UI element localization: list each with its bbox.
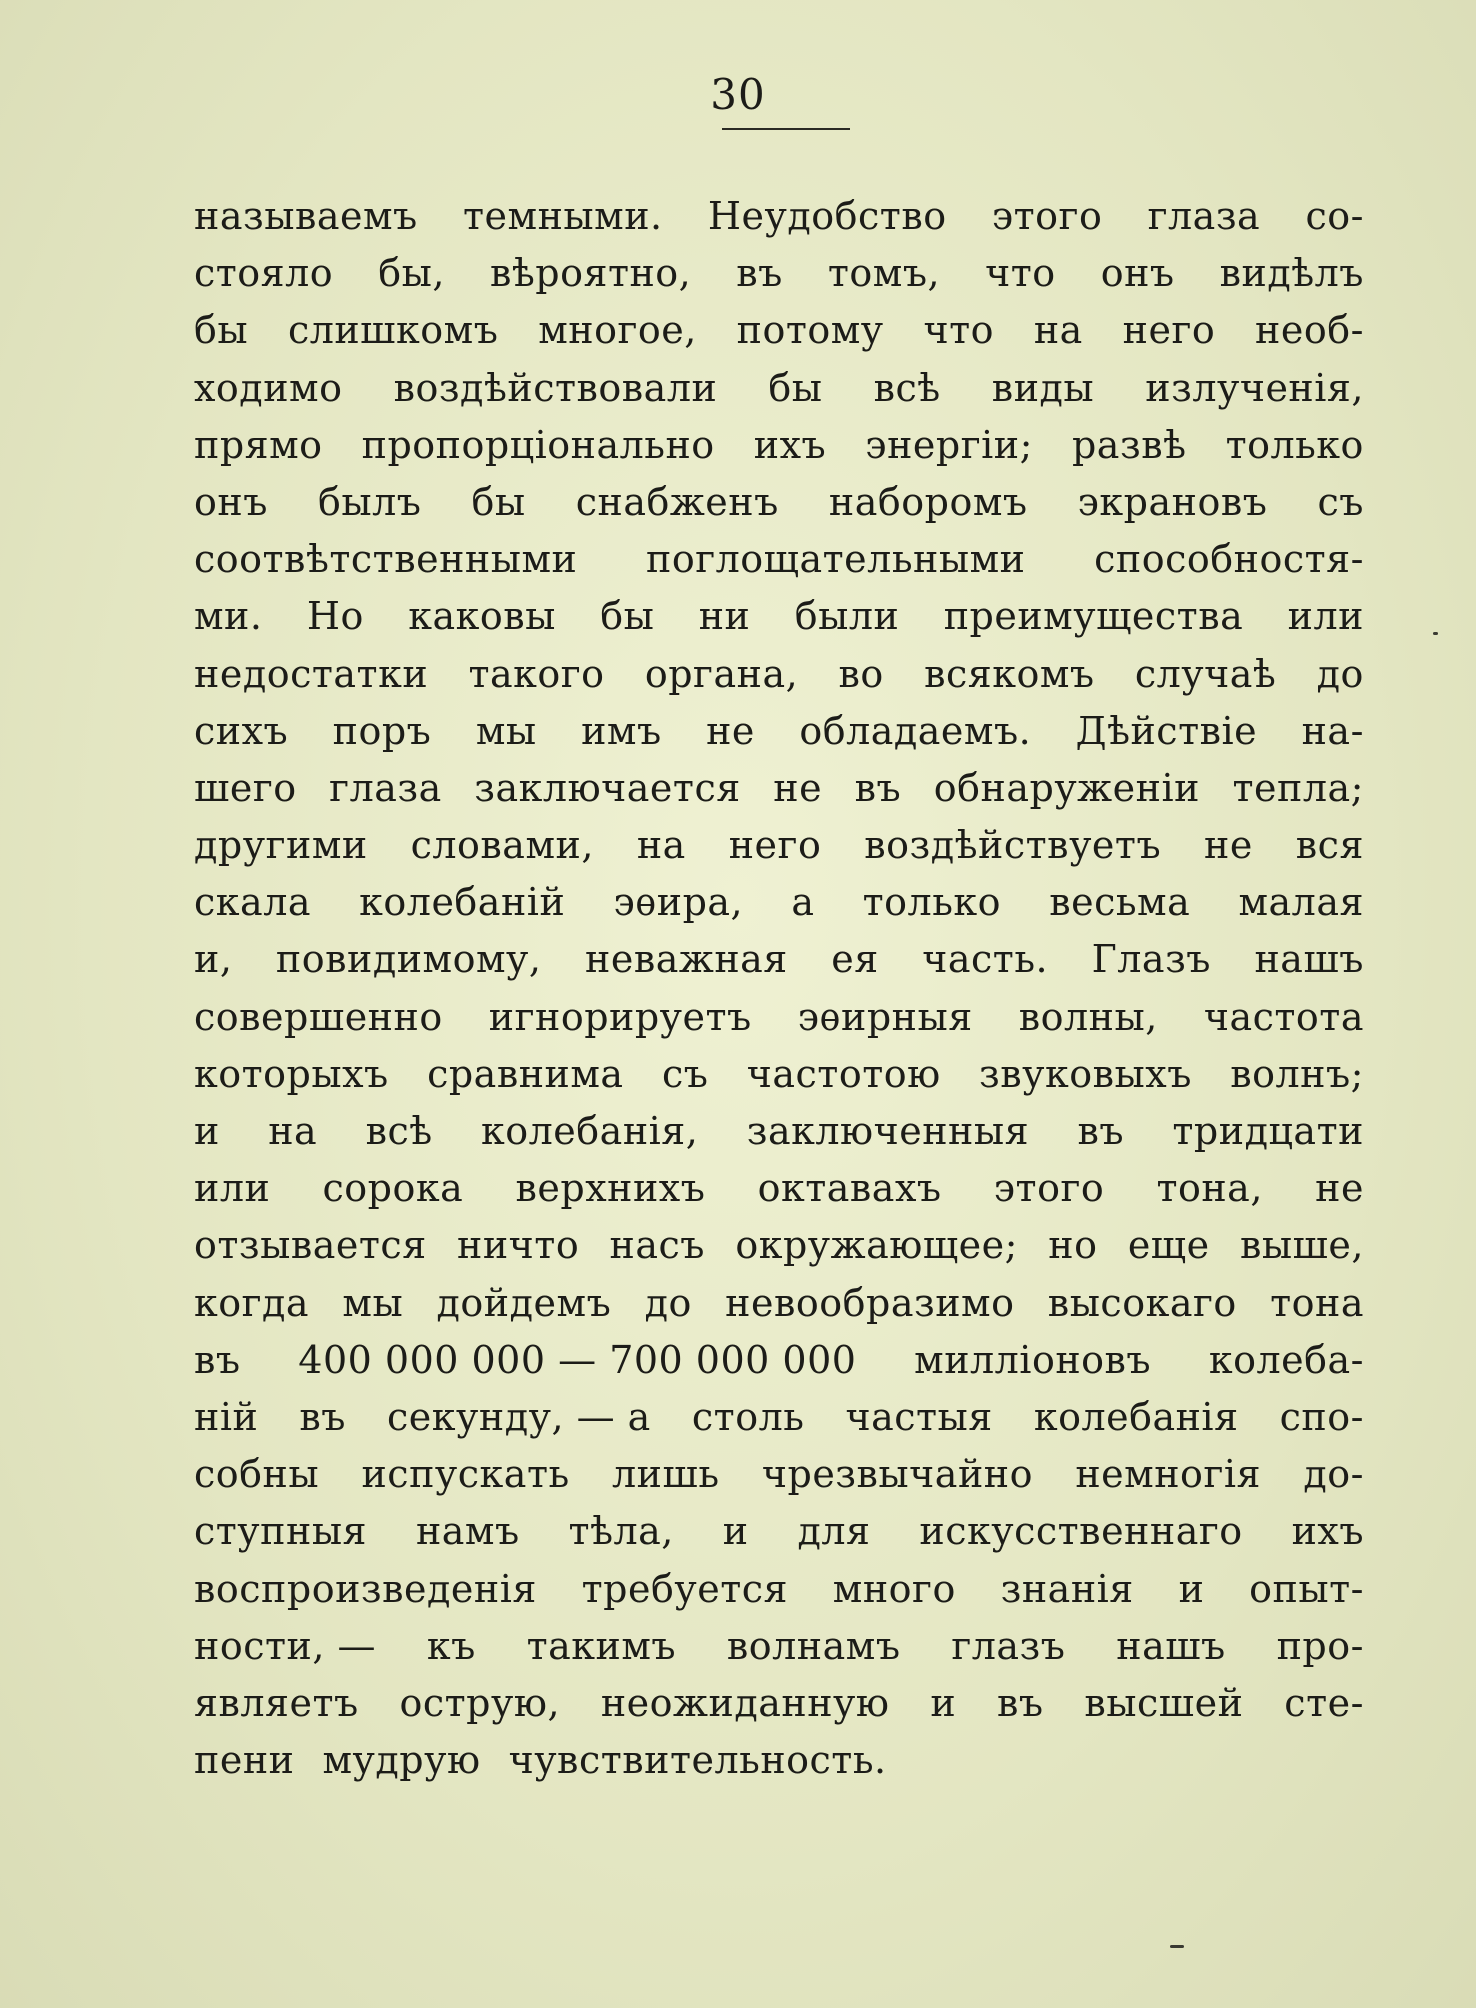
word: воздѣйствуетъ bbox=[864, 823, 1162, 868]
word: нашъ bbox=[1254, 937, 1364, 982]
word: для bbox=[797, 1509, 871, 1554]
word: только bbox=[862, 880, 1002, 925]
word: бы bbox=[600, 594, 655, 639]
word: Дѣйствіе bbox=[1075, 708, 1258, 753]
word: заключенныя bbox=[746, 1109, 1030, 1153]
word: называемъ bbox=[194, 194, 418, 238]
word: совершенно bbox=[194, 994, 443, 1039]
word: эѳира, bbox=[613, 880, 744, 925]
word: неважная bbox=[585, 937, 788, 982]
word: до bbox=[644, 1280, 692, 1325]
text-line bbox=[194, 1618, 1364, 1675]
word: собны bbox=[194, 1452, 320, 1497]
word: сте- bbox=[1284, 1680, 1364, 1725]
word: высокаго bbox=[1047, 1280, 1237, 1325]
word: ничто bbox=[457, 1223, 580, 1268]
word: органа, bbox=[644, 651, 799, 696]
word: слишкомъ bbox=[287, 308, 499, 353]
word: и bbox=[1178, 1566, 1205, 1611]
word: искусственнаго bbox=[919, 1509, 1243, 1554]
word: или bbox=[1287, 594, 1364, 639]
word: бы bbox=[768, 365, 823, 410]
word: мы bbox=[475, 708, 537, 753]
word: ихъ bbox=[1291, 1509, 1364, 1554]
word: еще bbox=[1127, 1223, 1210, 1268]
word: и bbox=[930, 1680, 957, 1725]
word: обладаемъ. bbox=[799, 708, 1032, 753]
word: заключается bbox=[474, 765, 741, 810]
word: были bbox=[794, 594, 900, 639]
text-line bbox=[194, 646, 1364, 703]
word: не bbox=[1204, 823, 1253, 868]
word: частота bbox=[1203, 994, 1364, 1039]
word: испускать bbox=[361, 1452, 570, 1497]
word: этого bbox=[991, 194, 1103, 238]
text-line bbox=[194, 1160, 1364, 1217]
word: видѣлъ bbox=[1219, 251, 1364, 296]
word: повидимому, bbox=[275, 937, 542, 982]
word: колебанія, bbox=[481, 1109, 699, 1153]
text-line bbox=[194, 1275, 1364, 1332]
word: а bbox=[791, 880, 815, 925]
text-line bbox=[194, 417, 1364, 474]
word: бы, bbox=[378, 251, 445, 296]
text-line bbox=[194, 760, 1364, 817]
word: про- bbox=[1276, 1623, 1364, 1668]
word: поръ bbox=[332, 708, 432, 753]
word: излученія, bbox=[1145, 365, 1364, 410]
word: невообразимо bbox=[725, 1280, 1015, 1325]
word: волнъ; bbox=[1230, 1051, 1364, 1096]
word: пени bbox=[194, 1738, 295, 1783]
word: многое, bbox=[538, 308, 697, 353]
word: глаза bbox=[329, 765, 442, 810]
word: случаѣ bbox=[1134, 651, 1277, 696]
word: не bbox=[706, 708, 755, 753]
word: звуковыхъ bbox=[979, 1051, 1192, 1096]
word: на bbox=[1033, 308, 1083, 353]
word: поглощательными bbox=[646, 537, 1026, 582]
word: въ bbox=[194, 1337, 241, 1382]
word: и bbox=[194, 1109, 220, 1153]
word: пропорціонально bbox=[361, 422, 715, 467]
word: насъ bbox=[609, 1223, 705, 1268]
word: нашъ bbox=[1116, 1623, 1226, 1668]
word: чувствительность. bbox=[508, 1738, 887, 1783]
word: верхнихъ bbox=[515, 1166, 706, 1211]
word: стояло bbox=[194, 251, 334, 296]
word: каковы bbox=[408, 594, 556, 639]
word: ній bbox=[194, 1394, 259, 1439]
word: секунду, — а bbox=[386, 1394, 651, 1439]
word: игнорируетъ bbox=[488, 994, 752, 1039]
word: воспроизведенія bbox=[194, 1566, 537, 1611]
word: ни bbox=[698, 594, 751, 639]
word: и, bbox=[194, 937, 233, 982]
word: окружающее; bbox=[735, 1223, 1018, 1268]
word: до- bbox=[1303, 1452, 1364, 1497]
word: что bbox=[923, 308, 995, 353]
word: знанія bbox=[1000, 1566, 1134, 1611]
word: всякомъ bbox=[924, 651, 1095, 696]
word: тридцати bbox=[1172, 1109, 1364, 1153]
word: сравнима bbox=[427, 1051, 624, 1096]
stray-ink-mark bbox=[1433, 632, 1438, 635]
text-line bbox=[194, 1046, 1364, 1103]
word: всѣ bbox=[365, 1109, 433, 1153]
word: имъ bbox=[581, 708, 662, 753]
word: глаза bbox=[1147, 194, 1261, 238]
word: не bbox=[1315, 1166, 1364, 1211]
word: онъ bbox=[194, 479, 268, 524]
word: милліоновъ bbox=[914, 1337, 1152, 1382]
word: въ bbox=[1077, 1109, 1125, 1153]
word: Неудобство bbox=[707, 194, 947, 238]
word: не bbox=[773, 765, 823, 810]
word: виды bbox=[991, 365, 1095, 410]
word: ми. bbox=[194, 594, 263, 639]
text-line bbox=[194, 360, 1364, 417]
word: частыя bbox=[845, 1394, 993, 1439]
word: мы bbox=[342, 1280, 404, 1325]
word: весьма bbox=[1049, 880, 1191, 925]
word: сорока bbox=[322, 1166, 464, 1211]
word: ности, — bbox=[194, 1623, 376, 1668]
word: потому bbox=[736, 308, 884, 353]
word: частотою bbox=[746, 1051, 941, 1096]
word: и bbox=[722, 1509, 749, 1554]
word: или bbox=[194, 1166, 271, 1211]
text-line bbox=[194, 1217, 1364, 1274]
page-number: 30 bbox=[710, 70, 766, 119]
word: скала bbox=[194, 880, 311, 925]
word: часть. bbox=[922, 937, 1049, 982]
word: спо- bbox=[1279, 1394, 1364, 1439]
word: тепла; bbox=[1232, 765, 1364, 810]
word: него bbox=[728, 823, 822, 868]
text-line bbox=[194, 874, 1364, 931]
word: дойдемъ bbox=[436, 1280, 612, 1325]
body-text bbox=[194, 188, 1364, 1789]
stray-ink-mark bbox=[1170, 1945, 1184, 1948]
word: намъ bbox=[415, 1509, 520, 1554]
word: колеба- bbox=[1208, 1337, 1364, 1382]
word: недостатки bbox=[194, 651, 429, 696]
word: словами, bbox=[410, 823, 594, 868]
word: другими bbox=[194, 823, 368, 868]
text-line bbox=[194, 1675, 1364, 1732]
word: лишь bbox=[612, 1452, 720, 1497]
word: требуется bbox=[581, 1566, 788, 1611]
word: малая bbox=[1238, 880, 1364, 925]
word: воздѣйствовали bbox=[393, 365, 718, 410]
word: шего bbox=[194, 765, 297, 810]
word: выше, bbox=[1239, 1223, 1364, 1268]
text-line bbox=[194, 474, 1364, 531]
word: отзывается bbox=[194, 1223, 427, 1268]
word: бы bbox=[471, 479, 526, 524]
text-line bbox=[194, 245, 1364, 302]
word: въ bbox=[854, 765, 902, 810]
word: сихъ bbox=[194, 708, 289, 753]
word: развѣ bbox=[1071, 422, 1187, 467]
word: тѣла, bbox=[568, 1509, 674, 1554]
word: много bbox=[832, 1566, 956, 1611]
word: способностя- bbox=[1094, 537, 1364, 582]
word: Но bbox=[306, 594, 364, 639]
word: острую, bbox=[399, 1680, 561, 1725]
word: экрановъ bbox=[1077, 479, 1268, 524]
word: этого bbox=[993, 1166, 1105, 1211]
word: колебанія bbox=[1033, 1394, 1239, 1439]
text-line bbox=[194, 1332, 1364, 1389]
word: что bbox=[985, 251, 1056, 296]
text-line bbox=[194, 1446, 1364, 1503]
text-line bbox=[194, 302, 1364, 359]
word: такимъ bbox=[526, 1623, 677, 1668]
word: 400 000 000 — 700 000 000 bbox=[298, 1337, 857, 1382]
word: къ bbox=[426, 1623, 476, 1668]
text-line bbox=[194, 1503, 1364, 1560]
page-number-rule bbox=[722, 128, 850, 130]
word: въ bbox=[299, 1394, 346, 1439]
word: высшей bbox=[1084, 1680, 1244, 1725]
text-line bbox=[194, 931, 1364, 988]
word: ихъ bbox=[753, 422, 827, 467]
word: тона, bbox=[1156, 1166, 1263, 1211]
word: глазъ bbox=[951, 1623, 1066, 1668]
word: соотвѣтственными bbox=[194, 537, 578, 582]
text-line bbox=[194, 817, 1364, 874]
word: обнаруженіи bbox=[933, 765, 1200, 810]
word: прямо bbox=[194, 422, 323, 467]
word: Глазъ bbox=[1091, 937, 1211, 982]
text-line bbox=[194, 1103, 1364, 1160]
word: такого bbox=[468, 651, 605, 696]
text-line bbox=[194, 188, 1364, 245]
word: немногія bbox=[1075, 1452, 1261, 1497]
text-line bbox=[194, 1561, 1364, 1618]
text-line bbox=[194, 531, 1364, 588]
word: на bbox=[636, 823, 686, 868]
word: волны, bbox=[1018, 994, 1158, 1039]
word: преимущества bbox=[943, 594, 1244, 639]
text-line bbox=[194, 989, 1364, 1046]
word: бы bbox=[194, 308, 249, 353]
word: на- bbox=[1301, 708, 1364, 753]
text-line bbox=[194, 1732, 1364, 1789]
word: наборомъ bbox=[828, 479, 1028, 524]
word: неожиданную bbox=[600, 1680, 890, 1725]
word: тона bbox=[1270, 1280, 1364, 1325]
word: него bbox=[1122, 308, 1216, 353]
word: былъ bbox=[317, 479, 422, 524]
word: со- bbox=[1305, 194, 1364, 238]
word: опыт- bbox=[1249, 1566, 1364, 1611]
word: снабженъ bbox=[575, 479, 779, 524]
word: съ bbox=[1317, 479, 1364, 524]
word: ходимо bbox=[194, 365, 343, 410]
word: октавахъ bbox=[757, 1166, 942, 1211]
word: волнамъ bbox=[726, 1623, 901, 1668]
word: во bbox=[838, 651, 884, 696]
word: на bbox=[268, 1109, 318, 1153]
word: вся bbox=[1295, 823, 1364, 868]
word: когда bbox=[194, 1280, 310, 1325]
word: энергіи; bbox=[865, 422, 1033, 467]
text-line bbox=[194, 588, 1364, 645]
word: въ bbox=[736, 251, 783, 296]
word: до bbox=[1316, 651, 1364, 696]
word: съ bbox=[661, 1051, 709, 1096]
word: которыхъ bbox=[194, 1051, 389, 1096]
word: ея bbox=[831, 937, 879, 982]
word: вѣроятно, bbox=[489, 251, 692, 296]
word: чрезвычайно bbox=[761, 1452, 1033, 1497]
word: въ bbox=[996, 1680, 1044, 1725]
word: являетъ bbox=[194, 1680, 359, 1725]
word: только bbox=[1225, 422, 1364, 467]
text-line bbox=[194, 1389, 1364, 1446]
word: мудрую bbox=[322, 1738, 481, 1783]
word: томъ, bbox=[827, 251, 941, 296]
word: колебаній bbox=[359, 880, 566, 925]
word: столь bbox=[691, 1394, 805, 1439]
word: темными. bbox=[463, 194, 663, 238]
word: онъ bbox=[1100, 251, 1175, 296]
word: всѣ bbox=[873, 365, 941, 410]
text-line bbox=[194, 703, 1364, 760]
word: ступныя bbox=[194, 1509, 368, 1554]
word: необ- bbox=[1255, 308, 1364, 353]
word: но bbox=[1048, 1223, 1098, 1268]
word: эѳирныя bbox=[797, 994, 973, 1039]
